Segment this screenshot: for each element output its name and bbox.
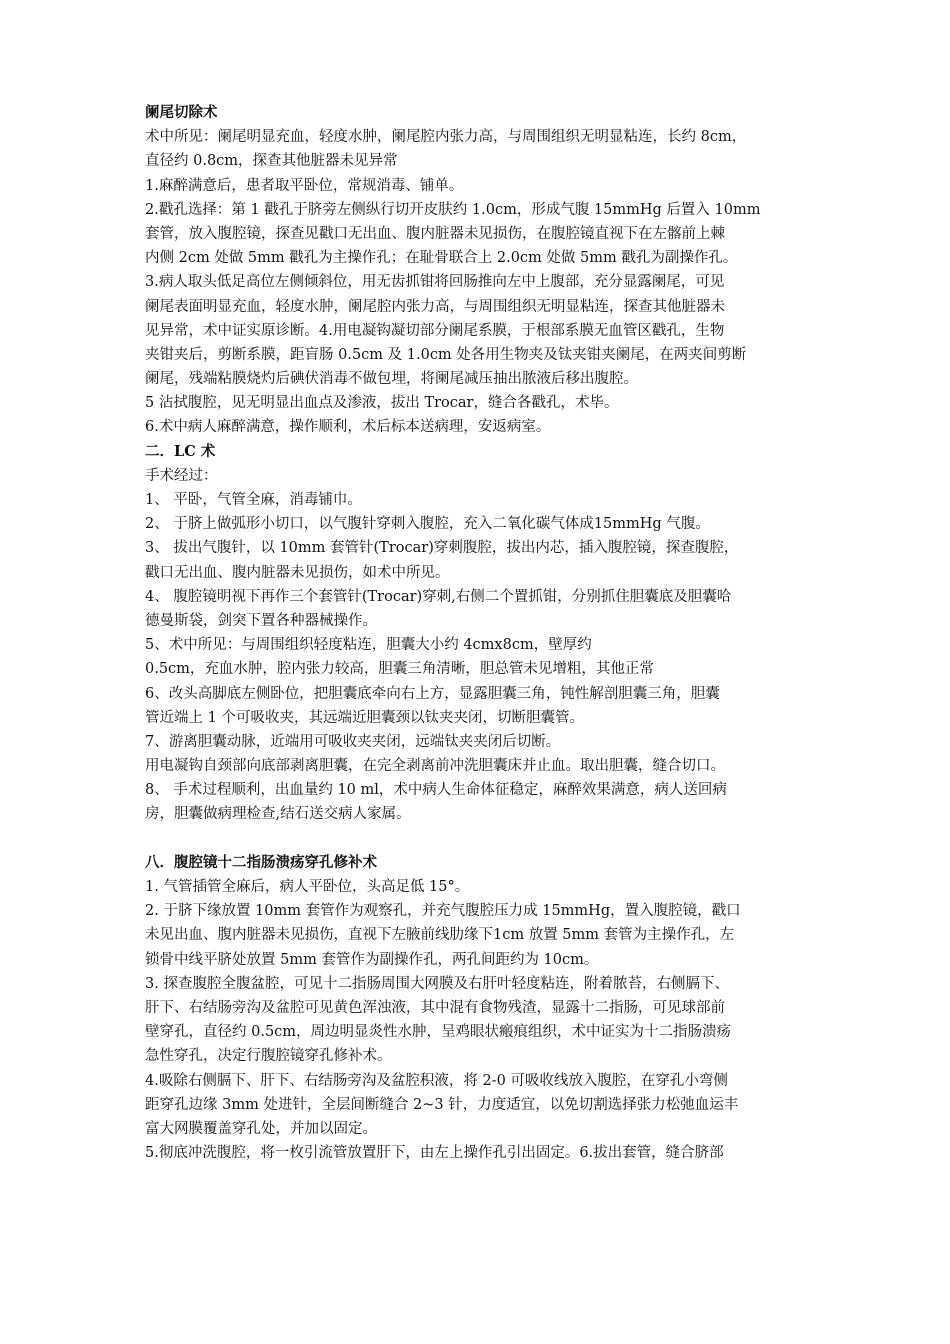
section-heading: 二．LC 术 — [145, 442, 216, 460]
text-line: 4.吸除右侧膈下、肝下、右结肠旁沟及盆腔积液，将 2-0 可吸收线放入腹腔，在穿孔小弯侧 — [145, 1072, 728, 1089]
text-line: 1. 气管插管全麻后，病人平卧位，头高足低 15°。 — [145, 879, 470, 895]
text-line: 房，胆囊做病理检查,结石送交病人家属。 — [145, 806, 411, 823]
text-line: 锁骨中线平脐处放置 5mm 套管作为副操作孔，两孔间距约为 10cm。 — [145, 951, 599, 968]
text-line: 套管，放入腹腔镜，探查见戳口无出血、腹内脏器未见损伤，在腹腔镜直视下在左髂前上棘 — [145, 225, 725, 242]
text-line: 5.彻底冲洗腹腔，将一枚引流管放置肝下，由左上操作孔引出固定。6.拔出套管，缝合脐部 — [145, 1145, 724, 1162]
text-line: 1、 平卧，气管全麻，消毒铺巾。 — [145, 492, 362, 508]
text-line: 0.5cm，充血水肿，腔内张力较高，胆囊三角清晰，胆总管未见增粗，其他正常 — [145, 661, 654, 678]
text-line: 直径约 0.8cm，探查其他脏器未见异常 — [145, 153, 398, 170]
text-line: 1.麻醉满意后，患者取平卧位，常规消毒、铺单。 — [145, 177, 464, 194]
text-line: 肝下、右结肠旁沟及盆腔可见黄色浑浊液，其中混有食物残渣，显露十二指肠，可见球部前 — [145, 999, 725, 1016]
text-line: 5、术中所见：与周围组织轻度粘连，胆囊大小约 4cmx8cm，壁厚约 — [145, 637, 592, 654]
text-line: 6、改头高脚底左侧卧位，把胆囊底牵向右上方，显露胆囊三角，钝性解剖胆囊三角，胆囊 — [145, 685, 720, 702]
section-heading: 八．腹腔镜十二指肠溃疡穿孔修补术 — [145, 853, 377, 871]
text-line: 用电凝钩自颈部向底部剥离胆囊，在完全剥离前冲洗胆囊床并止血。取出胆囊，缝合切口。 — [145, 758, 725, 775]
text-line: 戳口无出血、腹内脏器未见损伤，如术中所见。 — [145, 564, 450, 581]
text-line: 7、游离胆囊动脉，近端用可吸收夹夹闭，远端钛夹夹闭后切断。 — [145, 733, 561, 750]
text-line: 3、 拔出气腹针，以 10mm 套管针(Trocar)穿刺腹腔，拔出内芯，插入腹腔镜，探查腹腔， — [145, 540, 739, 557]
text-line: 未见出血、腹内脏器未见损伤，直视下左腋前线肋缘下1cm 放置 5mm 套管为主操作孔，左 — [145, 927, 735, 944]
text-line: 距穿孔边缘 3mm 处进针，全层间断缝合 2~3 针，力度适宜，以免切割选择张力松弛血运丰 — [145, 1096, 739, 1113]
text-line: 术中所见：阑尾明显充血，轻度水肿，阑尾腔内张力高，与周围组织无明显粘连，长约 8cm， — [145, 129, 747, 146]
text-line: 阑尾，残端粘膜烧灼后碘伏消毒不做包埋，将阑尾减压抽出脓液后移出腹腔。 — [145, 371, 638, 388]
text-line: 8、 手术过程顺利，出血量约 10 ml，术中病人生命体征稳定，麻醉效果满意，病人送回病 — [145, 782, 727, 799]
text-line: 5 沾拭腹腔，见无明显出血点及渗液，拔出 Trocar，缝合各戳孔，术毕。 — [145, 395, 619, 412]
text-line: 管近端上 1 个可吸收夹，其远端近胆囊颈以钛夹夹闭，切断胆囊管。 — [145, 709, 584, 726]
text-line: 3.病人取头低足高位左侧倾斜位，用无齿抓钳将回肠推向左中上腹部，充分显露阑尾，可见 — [145, 274, 725, 291]
text-line: 壁穿孔，直径约 0.5cm，周边明显炎性水肿，呈鸡眼状瘢痕组织，术中证实为十二指肠溃疡 — [145, 1024, 732, 1041]
text-line: 阑尾表面明显充血，轻度水肿，阑尾腔内张力高，与周围组织无明显粘连，探查其他脏器未 — [145, 298, 725, 315]
blank-line — [145, 827, 815, 851]
text-line: 富大网膜覆盖穿孔处，并加以固定。 — [145, 1120, 377, 1137]
text-line: 4、 腹腔镜明视下再作三个套管针(Trocar)穿刺,右侧二个置抓钳，分别抓住胆囊底及胆囊哈 — [145, 588, 732, 605]
section-heading: 阑尾切除术 — [145, 104, 218, 121]
document-body — [145, 101, 815, 1165]
text-line: 6.术中病人麻醉满意，操作顺利，术后标本送病理，安返病室。 — [145, 419, 551, 436]
text-line: 手术经过： — [145, 467, 218, 484]
text-line: 急性穿孔，决定行腹腔镜穿孔修补术。 — [145, 1048, 392, 1065]
text-line: 内侧 2cm 处做 5mm 戳孔为主操作孔；在耻骨联合上 2.0cm 处做 5mm 戳孔为副操作孔。 — [145, 250, 738, 267]
text-line: 见异常，术中证实原诊断。4.用电凝钩凝切部分阑尾系膜，于根部系膜无血管区戳孔，生物 — [145, 322, 725, 339]
text-line: 2. 于脐下缘放置 10mm 套管作为观察孔，并充气腹腔压力成 15mmHg，置入腹腔镜，戳口 — [145, 903, 741, 920]
text-line: 德曼斯袋，剑突下置各种器械操作。 — [145, 612, 377, 629]
text-line: 夹钳夹后，剪断系膜，距盲肠 0.5cm 及 1.0cm 处各用生物夹及钛夹钳夹阑尾，在两夹间剪断 — [145, 346, 747, 363]
text-line: 2.戳孔选择：第 1 戳孔于脐旁左侧纵行切开皮肤约 1.0cm，形成气腹 15mmHg 后置入 10mm — [145, 201, 761, 218]
text-line: 2、 于脐上做弧形小切口，以气腹针穿刺入腹腔，充入二氧化碳气体成15mmHg 气腹。 — [145, 516, 710, 533]
text-line: 3. 探查腹腔全腹盆腔，可见十二指肠周围大网膜及右肝叶轻度粘连，附着脓苔，右侧膈下、 — [145, 975, 729, 992]
